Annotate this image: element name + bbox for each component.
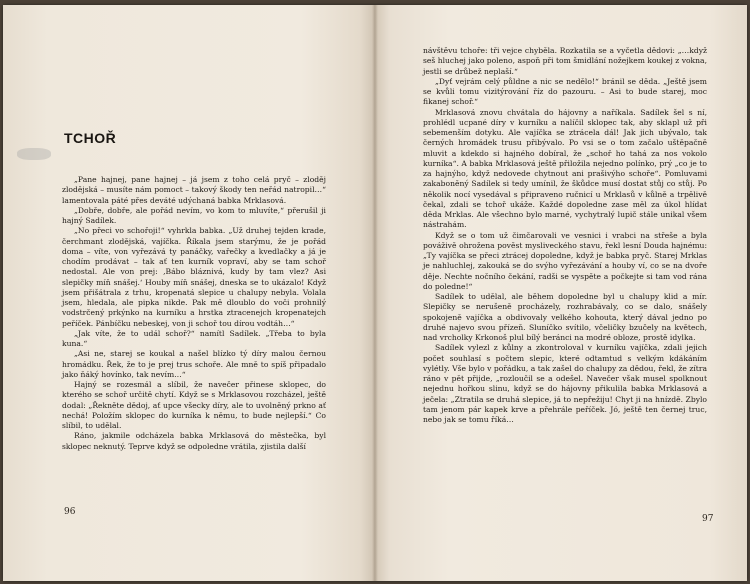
- page-number-right: 97: [702, 514, 714, 524]
- paragraph: „Dyť vejrám celý půldne a nic se nedělo!“ bránil se děda. „Ještě jsem se kvůli tomu vizitýrování říz do pazouru. – Asi to bude starej, moc fikanej schoř.“: [423, 76, 707, 107]
- paragraph: „Asi ne, starej se koukal a našel blízko tý díry malou černou hromádku. Řek, že to je prej trus schoře. Ale mně to spíš připadalo jako ňáký hovínko, tak nevím…“: [62, 349, 326, 379]
- paragraph: „Dobře, dobře, ale pořád nevím, vo kom to mluvíte,“ přerušil ji hajný Sadílek.: [62, 205, 326, 225]
- paragraph: Ráno, jakmile odcházela babka Mrklasová do městečka, byl sklopec neknutý. Teprve když se odpoledne vrátila, zjistila další: [62, 431, 326, 451]
- book-spread: [3, 5, 747, 581]
- paragraph: Když se o tom už čimčarovali ve vesnici i vrabci na střeše a byla pováživě ohrožena pověst mysliveckého stavu, řekl lesní Douda hajnému: „Ty vajíčka se přeci ztrácej dopoledne, když je babka pryč. Starej Mrklas je nahluchlej, zakouká se do svýho vyřezávání a houby ví, co se na dvoře děje. Nechte nočního čekání, radši se vyspěte a počkejte si tam vod rána do poledne!“: [423, 230, 707, 291]
- chapter-title: TCHOŘ: [64, 130, 117, 146]
- left-text-column: [62, 175, 326, 452]
- paragraph-continued: návštěvu tchoře: tři vejce chyběla. Rozkatila se a vyčetla dědovi: „…když seš hluchej jako poleno, aspoň při tom šmidlání nožejkem koukej z vokna, jestli se drůbež neplaší.“: [423, 46, 707, 76]
- paragraph: „No přeci vo schořoji!“ vyhrkla babka. „Už druhej tejden krade, čerchmant zlodějská, vajíčka. Říkala jsem starýmu, že je pořád doma – víte, von vyřezává ty panáčky, vařečky a kvedlačky a já je chodím prodávat – tak ať ten kurník vopraví, aby se tam schoř nedostal. Ale von prej: ,Bábo bláznivá, kudy by tam vlez? Asi slepičky míň snášej.‘ Houby míň snášej, dneska se to ukázalo! Když jsem přišátrala z trhu, kropenatá slepice u chalupy nebyla. Volala jsem, hledala, ale pipka nikde. Pak mě dloublo do voči prohnilý vodstrčený prkýnko na kurníku a hrstka ztracenejch kropenatejch peříček. Pánbíčku nebeskej, von ji schoř tou dírou vodtáh…“: [62, 226, 326, 328]
- page-number-left: 96: [64, 507, 76, 517]
- paragraph: Sadílek to udělal, ale během dopoledne byl u chalupy klid a mír. Slepičky se nerušeně procházely, rozhrabávaly, co se dalo, snášely spokojeně vajíčka a obdivovaly velkého kohouta, který dával jedno po druhé najevo svou přízeň. Sluníčko svítilo, včeličky bzučely na květech, nad vrcholky Krkonoš plul bílý beránci na modré obloze, prostě idylka.: [423, 292, 707, 342]
- paragraph: Mrklasová znovu chvátala do hájovny a naříkala. Sadílek šel s ní, prohlédl ucpané díry v kurníku a nalíčil sklopec tak, aby sklapl už při sebemenším dotyku. Ale vajíčka se ztrácela dál! Jak jich ubývalo, tak černých hromádek trusu přibývalo. Po vsi se o tom začalo uštěpačně mluvit a kdekdo si hajného dobíral, že „schoř ho tahá za nos vokolo kurníka“. A babka Mrklasová ještě přiložila nejedno polínko, prý „co je to za hajnýho, když nedovede chytnout ani prašivýho schoře“. Pomluvami zakaboněný Sadílek si tedy umínil, že škůdce musí dostat stůj co stůj. Po několik nocí vysedával s připraveno ručnicí u Mrklasů v kůlně a trpělivě čekal, zdali se tchoř ukáže. Každé dopoledne zase měl za úkol hlídat děda Mrklas. Ale všechno bylo marné, vychytralý lupič stále unikal všem nástrahám.: [423, 107, 707, 230]
- page-smudge: [17, 148, 51, 160]
- paragraph: „Pane hajnej, pane hajnej – já jsem z toho celá pryč – zloděj zlodějská – musíte nám pomoct – takový škody ten neřád natropil…“ lamentovala páté přes deváté udýchaná babka Mrklasová.: [62, 175, 326, 205]
- right-page: [375, 5, 747, 581]
- right-text-column: [423, 46, 707, 425]
- paragraph: „Jak víte, že to udál schoř?“ namítl Sadílek. „Třeba to byla kuna.“: [62, 328, 326, 348]
- paragraph: Sadílek vylezl z kůlny a zkontroloval v kurníku vajíčka, zdali jejich počet souhlasí s počtem slepic, které odtamtud s velkým kdákáním vylétly. Vše bylo v pořádku, a tak zašel do chalupy za dědou, řekl, že zítra ráno v pět přijde, „rozloučil se a odešel. Navečer však musel spolknout nejednu hořkou slinu, když se do hájovny přikulila babka Mrklasová a ječela: „Ztratila se druhá slepice, já to nepřežiju! Chyt ji na hnízdě. Zbylo tam jenom pár kapek krve a přehrále peříček. Jó, ještě ten černej truc, nebo jak se tomu říká…: [423, 343, 707, 424]
- left-page: [3, 5, 375, 581]
- book-gutter: [372, 5, 378, 581]
- paragraph: Hajný se rozesmál a slíbil, že navečer přinese sklopec, do kterého se schoř určitě chytí. Když se s Mrklasovou rozcházel, ještě dodal: „Řekněte dědoj, ať upce všecky díry, ale to uvolněný prkno ať nechá! Položím sklopec do kurníka k němu, to bude nejlepší.“ Co slíbil, to udělal.: [62, 380, 326, 430]
